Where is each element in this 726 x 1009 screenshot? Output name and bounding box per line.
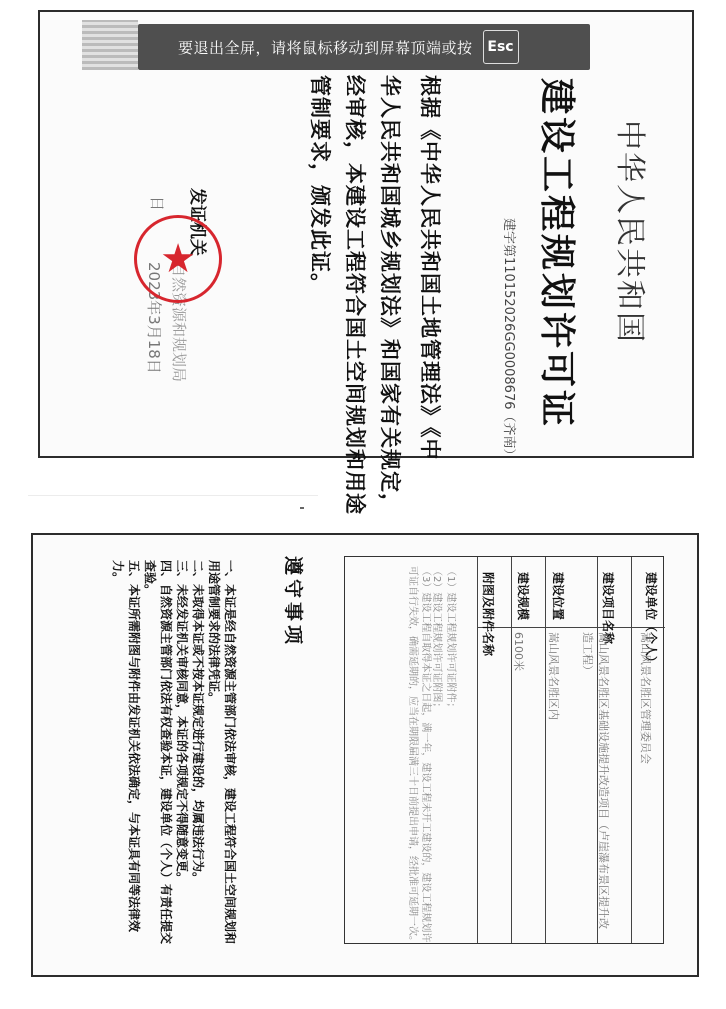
seal-star-icon: ★ — [160, 236, 196, 282]
banner-message: 要退出全屏，请将鼠标移动到屏幕顶端或按 — [178, 38, 473, 57]
notice-title: 遵守事项 — [282, 556, 304, 649]
permit-title: 建设工程规划许可证 — [536, 78, 577, 430]
notice-item-5: 五、本证所需附图与附件由发证机关依法确定，与本证具有同等法律效力。 — [111, 560, 141, 933]
label-scale: 建设规模 — [516, 572, 530, 621]
issue-date: 2023年3月18日 — [145, 262, 163, 374]
permit-body-line-2: 华人民共和国城乡规划法》和国家有关规定， — [378, 75, 402, 515]
attachment-3: （3）建设工程自取得本证之日起，满一年，建设工程未开工建设的，建设工程规划许可证自行失效，确需延期的，应当在期限届满三十日前提出申请，经批准可延期一次。 — [407, 566, 431, 946]
value-scale: 6100米 — [512, 632, 525, 671]
attachment-1: （1）建设工程规划许可证附件； — [445, 566, 456, 713]
value-builder: 嵩山风景名胜区管理委员会 — [639, 632, 652, 764]
label-project-name: 建设项目名称 — [601, 572, 615, 645]
permit-country: 中华人民共和国 — [612, 120, 647, 344]
permit-body-line-1: 根据《中华人民共和国土地管理法》《中 — [418, 75, 442, 461]
permit-serial: 建字第110152026GG0008676（齐南） — [501, 218, 516, 462]
notice-item-1: 一、本证是经自然资源主管部门依法审核，建设工程符合国土空间规划和用途管制要求的法律凭证。 — [207, 560, 237, 945]
value-project-name: 嵩山风景名胜区基础设施提升改造项目（卢崖瀑布景区提升改造工程） — [581, 632, 610, 929]
official-seal-icon — [134, 215, 222, 303]
date-label: 日 — [148, 196, 166, 212]
scan-artifact-dot — [300, 507, 304, 509]
esc-key-button[interactable]: Esc — [483, 30, 519, 64]
notice-item-4: 四、自然资源主管部门依法有权查验本证，建设单位（个人）有责任提交查验。 — [143, 560, 173, 945]
notice-item-2: 二、未取得本证或不按本证规定进行建设的，均属违法行为。 — [191, 560, 205, 885]
permit-body-line-4: 管制要求，颁发此证。 — [308, 75, 332, 295]
label-location: 建设位置 — [551, 572, 565, 621]
label-attachments: 附图及附件名称 — [481, 572, 495, 657]
attachment-2: （2）建设工程规划许可证附图； — [431, 566, 442, 713]
authority-name: 自然资源和规划局 — [170, 262, 188, 383]
qr-code-icon — [82, 20, 138, 70]
authority-label: 发证机关 — [187, 188, 207, 256]
scan-artifact-line — [28, 495, 318, 496]
permit-body-line-3: 经审核，本建设工程符合国土空间规划和用途 — [343, 75, 367, 515]
fullscreen-exit-banner — [138, 24, 590, 70]
notice-item-3: 三、未经发证机关审核同意，本证的各项规定不得随意变更。 — [175, 560, 189, 885]
value-location: 嵩山风景名胜区内 — [547, 632, 560, 720]
label-builder: 建设单位（个人） — [644, 572, 658, 669]
